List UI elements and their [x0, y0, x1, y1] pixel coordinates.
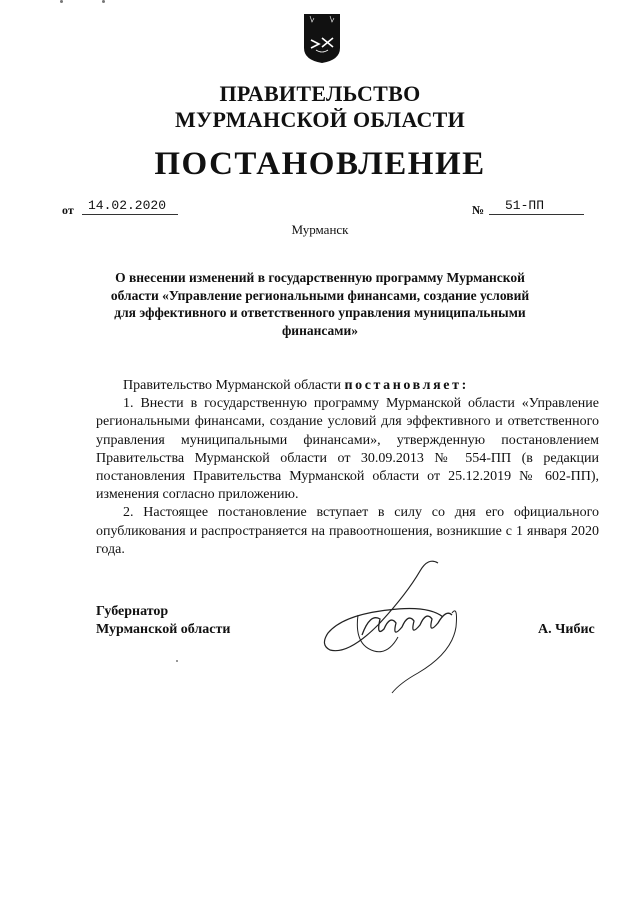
- intro-paragraph: [96, 377, 599, 395]
- handwritten-signature: [318, 555, 478, 700]
- paragraph-1: 1. Внести в государственную программу Мурманской области «Управление региональными финансами, создание условий для эффективного и ответственного управления муниципальными финансами», утвержденную постановлением Правительства Мурманской области от 30.09.2013 № 554-ПП (в редакции постановления Правительства Мурманской области от 25.12.2019 № 602-ПП), изменения согласно приложению.: [96, 396, 599, 503]
- scan-artifact: [60, 0, 63, 3]
- paragraph-2: 2. Настоящее постановление вступает в силу со дня его официального опубликования и распространяется на правоотношения, возникшие с 1 января 2020 года.: [96, 505, 599, 557]
- document-number: 51-ПП: [505, 198, 545, 213]
- coat-of-arms-emblem: [302, 12, 342, 64]
- document-subject: О внесении изменений в государственную программу Мурманской области «Управление региональными финансами, создание условий для эффективного и ответственного управления муниципальными финансами»: [110, 270, 530, 338]
- number-prefix: №: [472, 203, 485, 217]
- signatory-position-line1: Губернатор: [96, 604, 169, 619]
- intro-decree-word: постановляет:: [344, 378, 469, 393]
- date-underline: [82, 214, 178, 215]
- decree-body: [96, 377, 599, 559]
- document-type: ПОСТАНОВЛЕНИЕ: [154, 146, 486, 182]
- city-name: Мурманск: [291, 222, 349, 237]
- date-prefix: от: [62, 203, 74, 217]
- scan-artifact: [102, 0, 105, 3]
- intro-text: Правительство Мурманской области: [123, 378, 345, 393]
- scan-artifact: [176, 660, 178, 662]
- signatory-name: А. Чибис: [538, 622, 595, 637]
- signatory-position-line2: Мурманской области: [96, 622, 231, 637]
- number-underline: [489, 214, 584, 215]
- government-name-line1: ПРАВИТЕЛЬСТВО: [219, 81, 421, 106]
- government-name-line2: МУРМАНСКОЙ ОБЛАСТИ: [174, 107, 466, 132]
- document-date: 14.02.2020: [88, 198, 167, 213]
